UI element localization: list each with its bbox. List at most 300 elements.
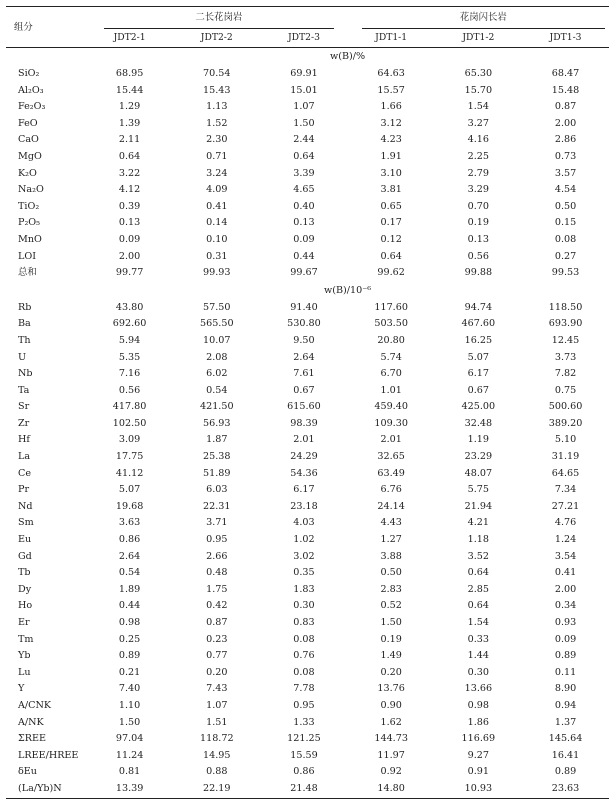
row-label: Na₂O: [18, 184, 44, 196]
table-cell: 0.88: [206, 766, 228, 778]
table-cell: 0.91: [467, 766, 490, 778]
row-label: Gd: [18, 550, 32, 562]
table-cell: 0.23: [206, 633, 228, 645]
table-cell: 0.34: [554, 600, 577, 612]
table-cell: 467.60: [461, 318, 496, 330]
table-cell: 144.73: [374, 733, 408, 745]
table-cell: 13.66: [464, 683, 493, 695]
table-cell: 64.63: [377, 68, 405, 79]
table-cell: 0.67: [293, 384, 315, 396]
table-cell: 3.52: [467, 550, 490, 562]
table-cell: 15.48: [551, 84, 580, 96]
table-cell: 1.07: [206, 699, 228, 711]
table-cell: 0.14: [206, 217, 228, 229]
row-label: Dy: [18, 583, 32, 595]
table-cell: 0.87: [206, 617, 228, 628]
table-row: [6, 232, 609, 249]
table-row: [6, 383, 609, 400]
table-cell: 1.83: [293, 583, 315, 595]
table-cell: 2.44: [293, 134, 315, 146]
table-cell: 0.67: [467, 384, 490, 396]
table-cell: 0.86: [293, 766, 315, 778]
sample-header: JDT1-1: [348, 29, 435, 48]
row-label: Tb: [18, 567, 31, 579]
table-cell: 0.86: [118, 534, 141, 546]
table-cell: 117.60: [374, 301, 408, 313]
table-cell: 0.65: [380, 200, 402, 212]
table-cell: 15.59: [290, 749, 318, 761]
table-cell: 0.83: [293, 617, 315, 628]
table-cell: 32.48: [464, 417, 493, 429]
table-cell: 0.19: [380, 633, 402, 645]
table-cell: 459.40: [374, 401, 408, 413]
row-label: Lu: [18, 666, 31, 678]
section-unit-label: w(B)/%: [330, 51, 366, 62]
table-cell: 0.10: [206, 233, 228, 245]
table-cell: 0.41: [206, 200, 228, 212]
table-cell: 0.48: [206, 567, 228, 579]
row-label: La: [18, 451, 31, 463]
table-cell: 3.12: [380, 117, 402, 129]
table-row: [6, 748, 609, 765]
table-cell: 1.86: [467, 716, 490, 728]
table-cell: 0.54: [206, 384, 228, 396]
row-label: Eu: [18, 534, 32, 546]
table-cell: 3.24: [206, 167, 228, 179]
table-cell: 7.34: [554, 484, 577, 496]
table-cell: 4.21: [467, 517, 490, 529]
table-cell: 0.08: [293, 666, 315, 678]
table-cell: 6.17: [293, 484, 315, 496]
table-cell: 51.89: [203, 467, 231, 479]
table-cell: 0.89: [118, 650, 141, 662]
table-row: [6, 333, 609, 350]
table-cell: 1.52: [206, 117, 228, 129]
table-row: [6, 166, 609, 183]
table-row: [6, 466, 609, 483]
table-cell: 4.16: [467, 134, 490, 146]
row-label: SiO₂: [18, 68, 40, 79]
table-row: [6, 416, 609, 433]
row-label: Hf: [18, 434, 30, 446]
table-cell: 0.12: [380, 233, 402, 245]
table-cell: 0.54: [118, 567, 141, 579]
row-label: A/CNK: [18, 699, 52, 711]
table-cell: 17.75: [115, 451, 144, 463]
row-label: MnO: [18, 233, 42, 245]
table-cell: 1.02: [293, 534, 315, 546]
table-row: [6, 731, 609, 748]
section-header-row: [6, 282, 609, 300]
table-cell: 0.44: [118, 600, 141, 612]
table-cell: 1.54: [467, 101, 490, 113]
table-cell: 1.54: [467, 617, 490, 628]
table-row: [6, 615, 609, 632]
table-cell: 2.64: [118, 550, 141, 562]
table-row: [6, 300, 609, 317]
table-cell: 12.45: [551, 334, 580, 346]
table-row: [6, 482, 609, 499]
table-row: [6, 598, 609, 615]
row-label: Ho: [18, 600, 33, 612]
table-cell: 0.52: [380, 600, 402, 612]
table-cell: 97.04: [115, 733, 144, 745]
table-cell: 0.50: [554, 200, 577, 212]
table-cell: 0.56: [118, 384, 141, 396]
table-cell: 68.95: [115, 68, 144, 79]
table-cell: 8.90: [554, 683, 577, 695]
table-body: [6, 48, 609, 799]
row-label: Yb: [18, 650, 31, 662]
row-label: FeO: [18, 117, 38, 129]
table-cell: 0.33: [467, 633, 490, 645]
table-cell: 693.90: [548, 318, 583, 330]
table-cell: 99.93: [203, 267, 231, 279]
table-cell: 99.67: [290, 267, 318, 279]
table-cell: 2.85: [467, 583, 490, 595]
table-cell: 2.83: [380, 583, 402, 595]
table-cell: 21.94: [464, 500, 493, 512]
table-cell: 13.39: [86, 781, 173, 798]
table-cell: 3.29: [467, 184, 490, 196]
sample-header: JDT1-3: [522, 29, 609, 48]
table-cell: 63.49: [377, 467, 405, 479]
row-label: CaO: [18, 134, 39, 146]
table-cell: 0.08: [554, 233, 577, 245]
table-cell: 99.77: [115, 267, 144, 279]
table-cell: 54.36: [290, 467, 318, 479]
table-cell: 23.29: [464, 451, 493, 463]
table-row: [6, 565, 609, 582]
row-label: Pr: [18, 484, 30, 496]
table-cell: 0.44: [293, 250, 315, 262]
table-cell: 6.17: [467, 368, 490, 380]
table-cell: 5.35: [118, 351, 141, 363]
table-cell: 0.35: [293, 567, 315, 579]
table-row: [6, 532, 609, 549]
table-row: [6, 66, 609, 83]
table-cell: 3.54: [554, 550, 577, 562]
table-cell: 99.62: [377, 267, 405, 279]
row-label: Ce: [18, 467, 32, 479]
table-cell: 2.64: [293, 351, 315, 363]
table-cell: 91.40: [290, 301, 318, 313]
table-cell: 7.43: [206, 683, 228, 695]
table-cell: 24.29: [290, 451, 318, 463]
table-cell: 15.43: [203, 84, 231, 96]
table-row: [6, 350, 609, 367]
table-cell: 118.50: [548, 301, 583, 313]
table-cell: 2.79: [467, 167, 490, 179]
table-cell: 0.50: [380, 567, 402, 579]
table-cell: 4.76: [554, 517, 577, 529]
table-cell: 0.95: [293, 699, 315, 711]
row-label: Zr: [18, 417, 30, 429]
table-cell: 1.50: [380, 617, 402, 628]
table-cell: 27.21: [551, 500, 580, 512]
table-cell: 145.64: [548, 733, 583, 745]
table-cell: 5.07: [118, 484, 141, 496]
table-cell: 2.08: [206, 351, 228, 363]
table-cell: 0.76: [293, 650, 315, 662]
table-cell: 1.33: [293, 716, 315, 728]
table-cell: 3.81: [380, 184, 402, 196]
table-row: [6, 632, 609, 649]
table-cell: 3.39: [293, 167, 315, 179]
table-cell: 0.81: [118, 766, 141, 778]
table-cell: 1.01: [380, 384, 402, 396]
row-label: K₂O: [18, 167, 37, 179]
table-cell: 0.11: [554, 666, 577, 678]
table-cell: 41.12: [115, 467, 144, 479]
table-cell: 1.89: [118, 583, 141, 595]
table-cell: 2.66: [206, 550, 228, 562]
table-cell: 5.94: [118, 334, 141, 346]
table-cell: 1.19: [467, 434, 490, 446]
table-cell: 99.88: [464, 267, 493, 279]
header-row-groups: [6, 7, 609, 30]
table-cell: 4.65: [293, 184, 315, 196]
table-cell: 57.50: [203, 301, 231, 313]
table-row: [6, 83, 609, 100]
table-cell: 0.30: [293, 600, 315, 612]
table-cell: 3.63: [118, 517, 141, 529]
table-row: [6, 399, 609, 416]
table-cell: 94.74: [464, 301, 493, 313]
table-cell: 417.80: [112, 401, 147, 413]
table-cell: 1.13: [206, 101, 228, 113]
table-cell: 3.27: [467, 117, 490, 129]
row-label: Al₂O₃: [18, 84, 44, 96]
table-cell: 102.50: [112, 417, 147, 429]
table-cell: 0.95: [206, 534, 228, 546]
table-cell: 10.93: [435, 781, 522, 798]
sample-header: JDT1-2: [435, 29, 522, 48]
table-row: [6, 116, 609, 133]
table-row: [6, 715, 609, 732]
table-row: [6, 199, 609, 216]
table-cell: 0.64: [467, 600, 490, 612]
table-cell: 68.47: [551, 68, 580, 79]
row-label: Er: [18, 617, 30, 628]
row-label: Ta: [18, 384, 30, 396]
table-cell: 0.93: [554, 617, 577, 628]
table-cell: 0.42: [206, 600, 228, 612]
table-cell: 2.11: [118, 134, 141, 146]
row-label: A/NK: [18, 716, 44, 728]
table-row: [6, 99, 609, 116]
table-cell: 0.70: [467, 200, 490, 212]
table-cell: 48.07: [464, 467, 493, 479]
table-cell: 615.60: [287, 401, 321, 413]
component-header: 组分: [6, 7, 86, 48]
table-cell: 0.40: [293, 200, 315, 212]
table-cell: 9.27: [467, 749, 490, 761]
row-label: Nd: [18, 500, 33, 512]
table-cell: 15.70: [464, 84, 493, 96]
row-label: LOI: [18, 250, 37, 262]
table-cell: 0.73: [554, 150, 577, 162]
row-label: U: [18, 351, 27, 363]
section-header-row: [6, 48, 609, 67]
table-cell: 0.20: [206, 666, 228, 678]
row-label: Fe₂O₃: [18, 101, 46, 113]
table-cell: 65.30: [464, 68, 493, 79]
table-cell: 0.21: [118, 666, 141, 678]
table-cell: 64.65: [551, 467, 580, 479]
row-label: Nb: [18, 368, 33, 380]
table-cell: 0.98: [467, 699, 490, 711]
table-cell: 0.09: [554, 633, 577, 645]
row-label: Ba: [18, 318, 31, 330]
table-cell: 118.72: [199, 733, 234, 745]
table-cell: 2.30: [206, 134, 228, 146]
table-cell: 1.27: [380, 534, 402, 546]
header-row-samples: [6, 29, 609, 48]
table-cell: 3.02: [293, 550, 315, 562]
table-cell: 0.17: [380, 217, 402, 229]
table-cell: 5.07: [467, 351, 490, 363]
table-cell: 23.63: [522, 781, 609, 798]
sample-header: JDT2-2: [173, 29, 260, 48]
table-cell: 4.03: [293, 517, 315, 529]
table-row: [6, 265, 609, 282]
row-label: P₂O₅: [18, 217, 41, 229]
table-row: [6, 648, 609, 665]
table-cell: 3.71: [206, 517, 228, 529]
table-cell: 15.01: [290, 84, 318, 96]
group-header-granodiorite: 花岗闪长岩: [362, 7, 606, 29]
table-cell: 4.43: [380, 517, 402, 529]
row-label: LREE/HREE: [18, 749, 79, 761]
table-cell: 2.25: [467, 150, 490, 162]
table-cell: 22.31: [203, 500, 231, 512]
row-label: Rb: [18, 301, 32, 313]
row-label: 总和: [18, 267, 37, 279]
table-cell: 4.09: [206, 184, 228, 196]
table-cell: 0.41: [554, 567, 577, 579]
table-row: [6, 316, 609, 333]
table-cell: 0.64: [118, 150, 141, 162]
table-cell: 6.03: [206, 484, 228, 496]
table-row: [6, 449, 609, 466]
table-cell: 0.94: [554, 699, 577, 711]
table-cell: 1.87: [206, 434, 228, 446]
table-cell: 0.31: [206, 250, 228, 262]
table-cell: 0.39: [118, 200, 141, 212]
table-cell: 500.60: [548, 401, 583, 413]
table-cell: 503.50: [374, 318, 408, 330]
table-cell: 389.20: [548, 417, 583, 429]
table-cell: 530.80: [287, 318, 321, 330]
table-cell: 70.54: [203, 68, 231, 79]
geochemistry-table: [6, 6, 609, 799]
table-cell: 0.98: [118, 617, 141, 628]
row-label: Sr: [18, 401, 30, 413]
table-cell: 24.14: [377, 500, 405, 512]
table-cell: 421.50: [199, 401, 234, 413]
table-cell: 425.00: [461, 401, 496, 413]
table-cell: 43.80: [115, 301, 144, 313]
table-cell: 0.13: [118, 217, 141, 229]
table-cell: 4.23: [380, 134, 402, 146]
table-row: [6, 582, 609, 599]
row-label: (La/Yb)N: [6, 781, 86, 798]
table-cell: 1.10: [118, 699, 141, 711]
table-cell: 56.93: [203, 417, 231, 429]
table-cell: 0.25: [118, 633, 141, 645]
table-cell: 0.20: [380, 666, 402, 678]
table-cell: 7.16: [118, 368, 141, 380]
row-label: MgO: [18, 150, 42, 162]
section-unit-label: w(B)/10⁻⁶: [324, 284, 372, 296]
table-cell: 5.75: [467, 484, 490, 496]
table-cell: 0.08: [293, 633, 315, 645]
table-cell: 3.88: [380, 550, 402, 562]
table-cell: 0.19: [467, 217, 490, 229]
table-cell: 1.24: [554, 534, 577, 546]
table-cell: 0.56: [467, 250, 490, 262]
table-cell: 1.39: [118, 117, 141, 129]
table-cell: 22.19: [173, 781, 260, 798]
table-cell: 99.53: [551, 267, 580, 279]
table-cell: 11.97: [377, 749, 405, 761]
table-cell: 0.64: [380, 250, 402, 262]
table-cell: 6.02: [206, 368, 228, 380]
table-row: [6, 366, 609, 383]
table-cell: 14.80: [348, 781, 435, 798]
table-cell: 1.66: [380, 101, 402, 113]
table-cell: 109.30: [374, 417, 408, 429]
table-cell: 4.54: [554, 184, 577, 196]
table-cell: 16.41: [551, 749, 580, 761]
table-row: [6, 215, 609, 232]
table-cell: 1.91: [380, 150, 402, 162]
table-cell: 7.78: [293, 683, 315, 695]
table-cell: 2.00: [554, 117, 577, 129]
table-cell: 0.75: [554, 384, 577, 396]
table-cell: 0.64: [293, 150, 315, 162]
table-cell: 3.22: [118, 167, 141, 179]
table-cell: 3.10: [380, 167, 402, 179]
table-cell: 32.65: [377, 451, 405, 463]
table-cell: 1.50: [118, 716, 141, 728]
table-cell: 7.40: [118, 683, 141, 695]
table-cell: 0.09: [293, 233, 315, 245]
table-row: [6, 149, 609, 166]
table-row: [6, 249, 609, 266]
table-cell: 1.07: [293, 101, 315, 113]
table-cell: 2.00: [118, 250, 141, 262]
table-row: [6, 499, 609, 516]
table-cell: 15.44: [115, 84, 144, 96]
table-cell: 0.71: [206, 150, 228, 162]
table-cell: 1.50: [293, 117, 315, 129]
table-cell: 2.01: [293, 434, 315, 446]
row-label: Th: [18, 334, 31, 346]
table-cell: 1.75: [206, 583, 228, 595]
table-row: [6, 781, 609, 798]
table-row: [6, 515, 609, 532]
table-cell: 7.61: [293, 368, 315, 380]
table-cell: 1.51: [206, 716, 228, 728]
table-cell: 692.60: [112, 318, 147, 330]
table-cell: 0.87: [554, 101, 577, 113]
table-cell: 121.25: [287, 733, 321, 745]
table-cell: 2.86: [554, 134, 577, 146]
table-cell: 0.27: [554, 250, 577, 262]
table-cell: 0.30: [467, 666, 490, 678]
